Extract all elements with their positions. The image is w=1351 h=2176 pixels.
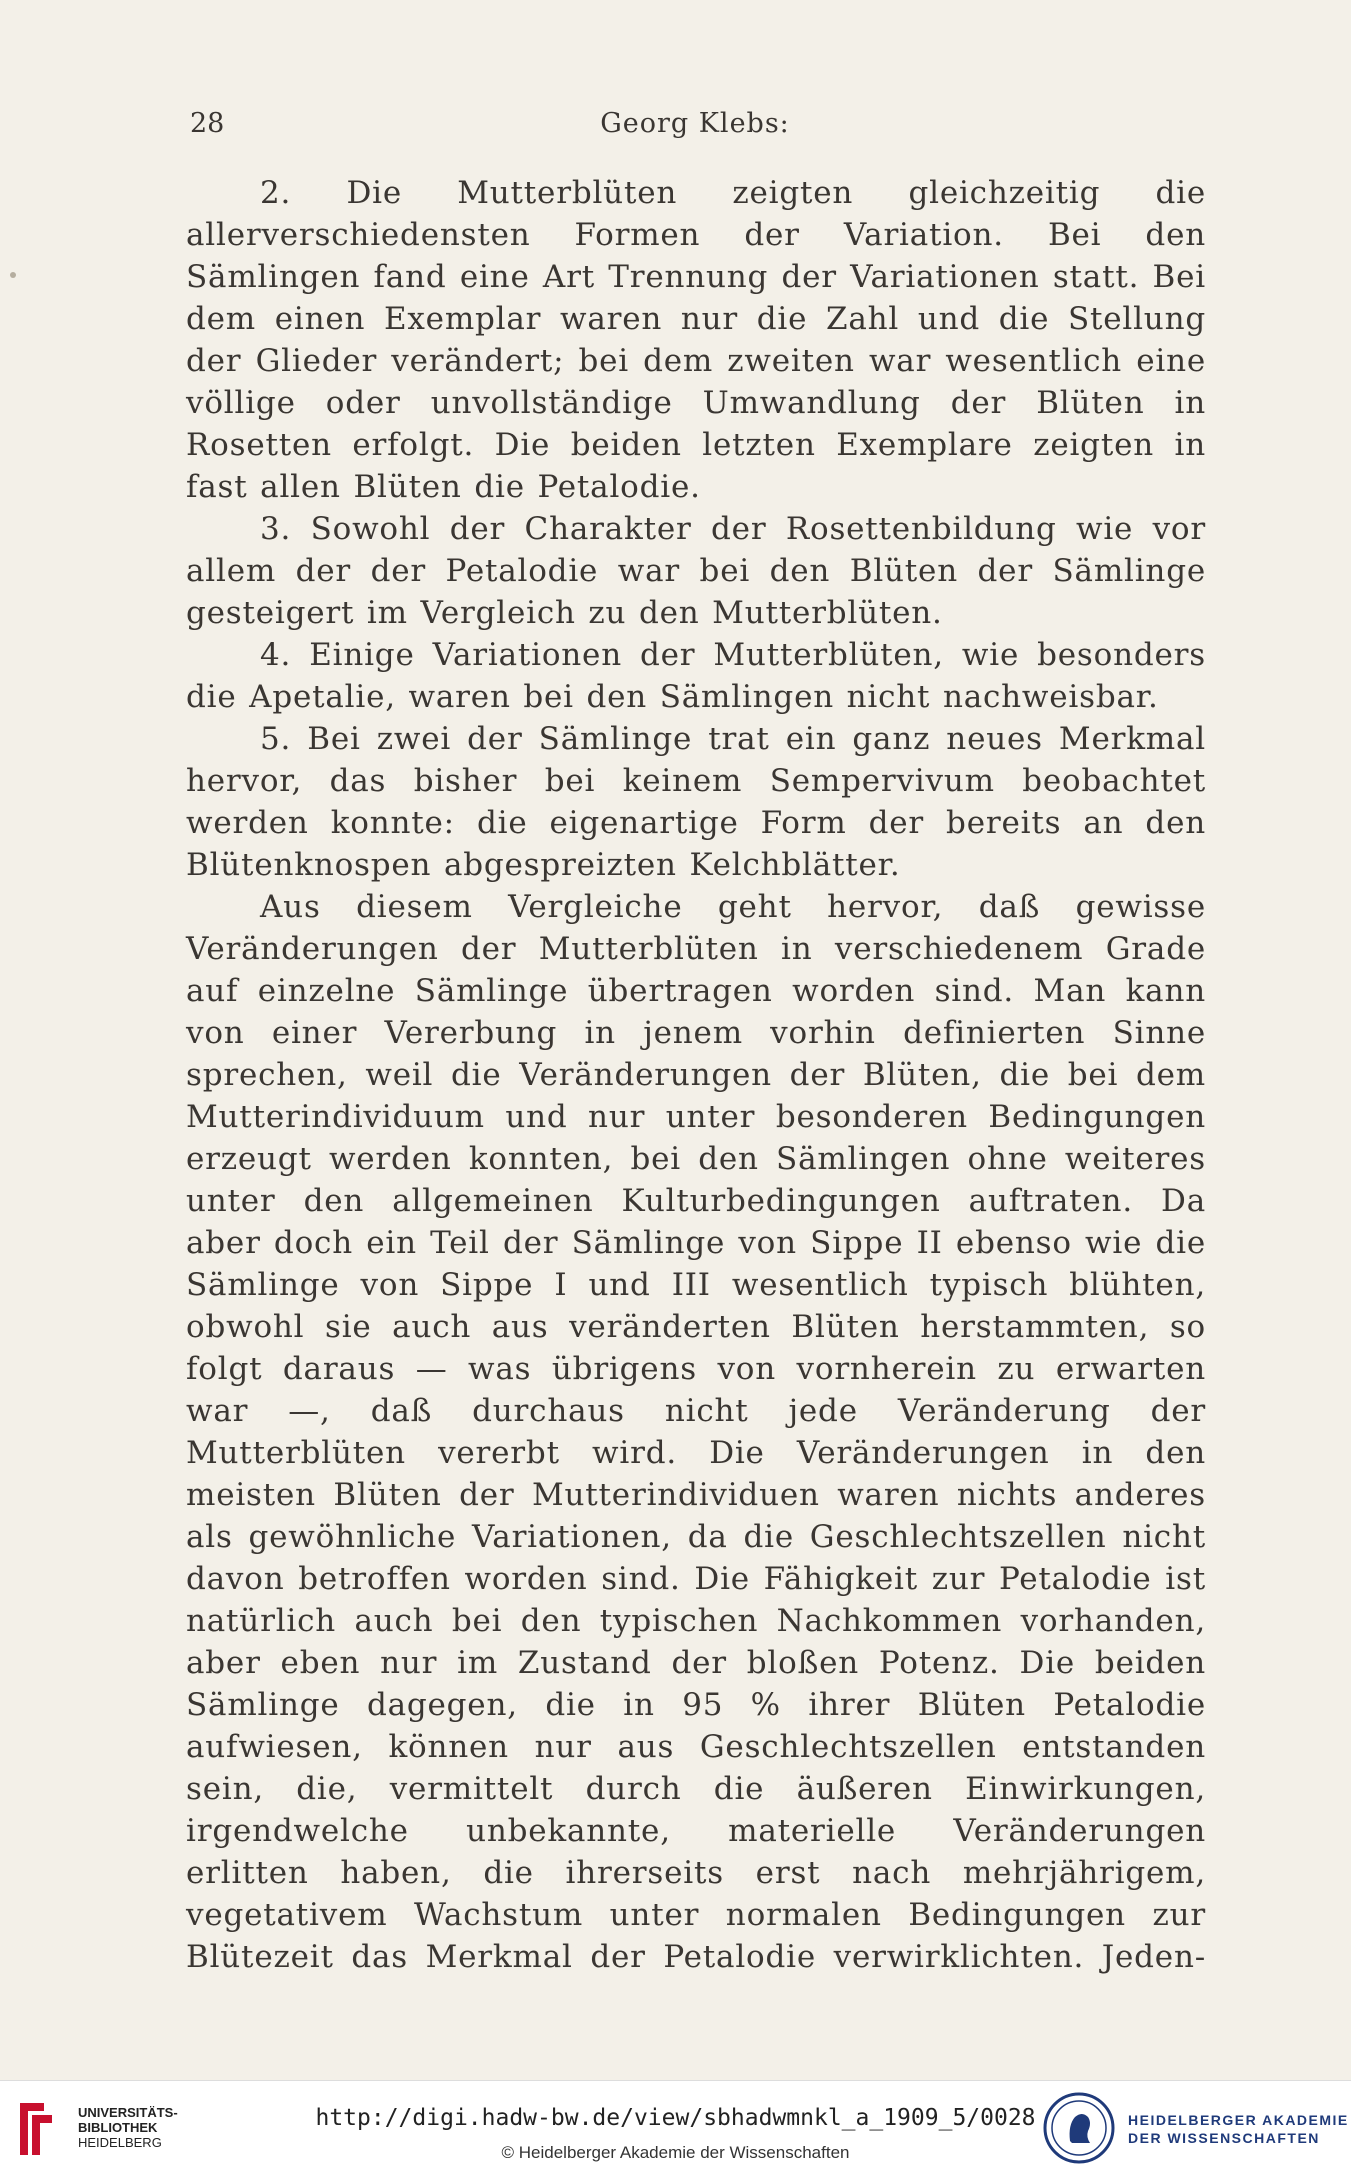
library-name-line2: BIBLIOTHEK	[78, 2120, 158, 2135]
body-text	[186, 172, 1206, 1978]
running-head-author: Georg Klebs:	[600, 108, 790, 139]
copyright-notice: © Heidelberger Akademie der Wissenschaften	[501, 2143, 850, 2162]
paragraph-item-4: 4. Einige Variationen der Mutterblüten, wie besonders die Apetalie, waren bei den Sämlingen nicht nachweisbar.	[186, 637, 1206, 715]
viewer-footer	[0, 2080, 1351, 2176]
academy-name-line2: DER WISSENSCHAFTEN	[1128, 2130, 1320, 2146]
paragraph-item-3: 3. Sowohl der Charakter der Rosettenbildung wie vor allem der der Petalodie war bei den Blüten der Sämlinge gesteigert im Vergleich zu den Mutterblüten.	[186, 511, 1206, 631]
paragraph-item-2: 2. Die Mutterblüten zeigten gleichzeitig die allerverschiedensten Formen der Variation. Bei den Sämlingen fand eine Art Trennung der Variationen statt. Bei dem einen Exemplar waren nur die Zahl und die Stellung der Glieder verändert; bei dem zweiten war wesentlich eine völlige oder unvollständige Umwandlung der Blüten in Rosetten erfolgt. Die beiden letzten Exemplare zeigten in fast allen Blüten die Petalodie.	[186, 175, 1206, 505]
paragraph-item-5: 5. Bei zwei der Sämlinge trat ein ganz neues Merkmal hervor, das bisher bei keinem Sempervivum beobachtet werden konnte: die eigenartige Form der bereits an den Blütenknospen abgespreizten Kelchblätter.	[186, 721, 1206, 883]
library-city: HEIDELBERG	[78, 2135, 162, 2150]
running-head	[190, 108, 1200, 148]
paragraph-conclusion: Aus diesem Vergleiche geht hervor, daß gewisse Veränderungen der Mutterblüten in verschiedenem Grade auf einzelne Sämlinge übertragen worden sind. Man kann von einer Vererbung in jenem vorhin definierten Sinne sprechen, weil die Veränderungen der Blüten, die bei dem Mutterindividuum und nur unter besonderen Bedingungen erzeugt werden konnten, bei den Sämlingen ohne weiteres unter den allgemeinen Kulturbedingungen auftraten. Da aber doch ein Teil der Sämlinge von Sippe II ebenso wie die Sämlinge von Sippe I und III wesentlich typisch blühten, obwohl sie auch aus veränderten Blüten herstammten, so folgt daraus — was übrigens von vornherein zu erwarten war —, daß durchaus nicht jede Veränderung der Mutterblüten vererbt wird. Die Veränderungen in den meisten Blüten der Mutterindividuen waren nichts anderes als gewöhnliche Variationen, da die Geschlechtszellen nicht davon betroffen worden sind. Die Fähigkeit zur Petalodie ist natürlich auch bei den typischen Nachkommen vorhanden, aber eben nur im Zustand der bloßen Potenz. Die beiden Sämlinge dagegen, die in 95 % ihrer Blüten Petalodie aufwiesen, können nur aus Geschlechtszellen entstanden sein, die, vermittelt durch die äußeren Einwirkungen, irgendwelche unbekannte, materielle Veränderungen erlitten haben, die ihrerseits erst nach mehrjährigem, vegetativem Wachstum unter normalen Bedingungen zur Blütezeit das Merkmal der Petalodie verwirklichten. Jeden-	[186, 889, 1206, 1975]
library-name-line1: UNIVERSITÄTS-	[78, 2105, 178, 2120]
academy-name-line1: HEIDELBERGER AKADEMIE	[1128, 2112, 1349, 2128]
academy-name	[1128, 2111, 1349, 2147]
page-number: 28	[190, 108, 225, 139]
scan-speck	[10, 272, 16, 278]
academy-seal-icon	[1042, 2091, 1116, 2165]
permalink-url[interactable]: http://digi.hadw-bw.de/view/sbhadwmnkl_a_1909_5/0028	[315, 2105, 1036, 2131]
